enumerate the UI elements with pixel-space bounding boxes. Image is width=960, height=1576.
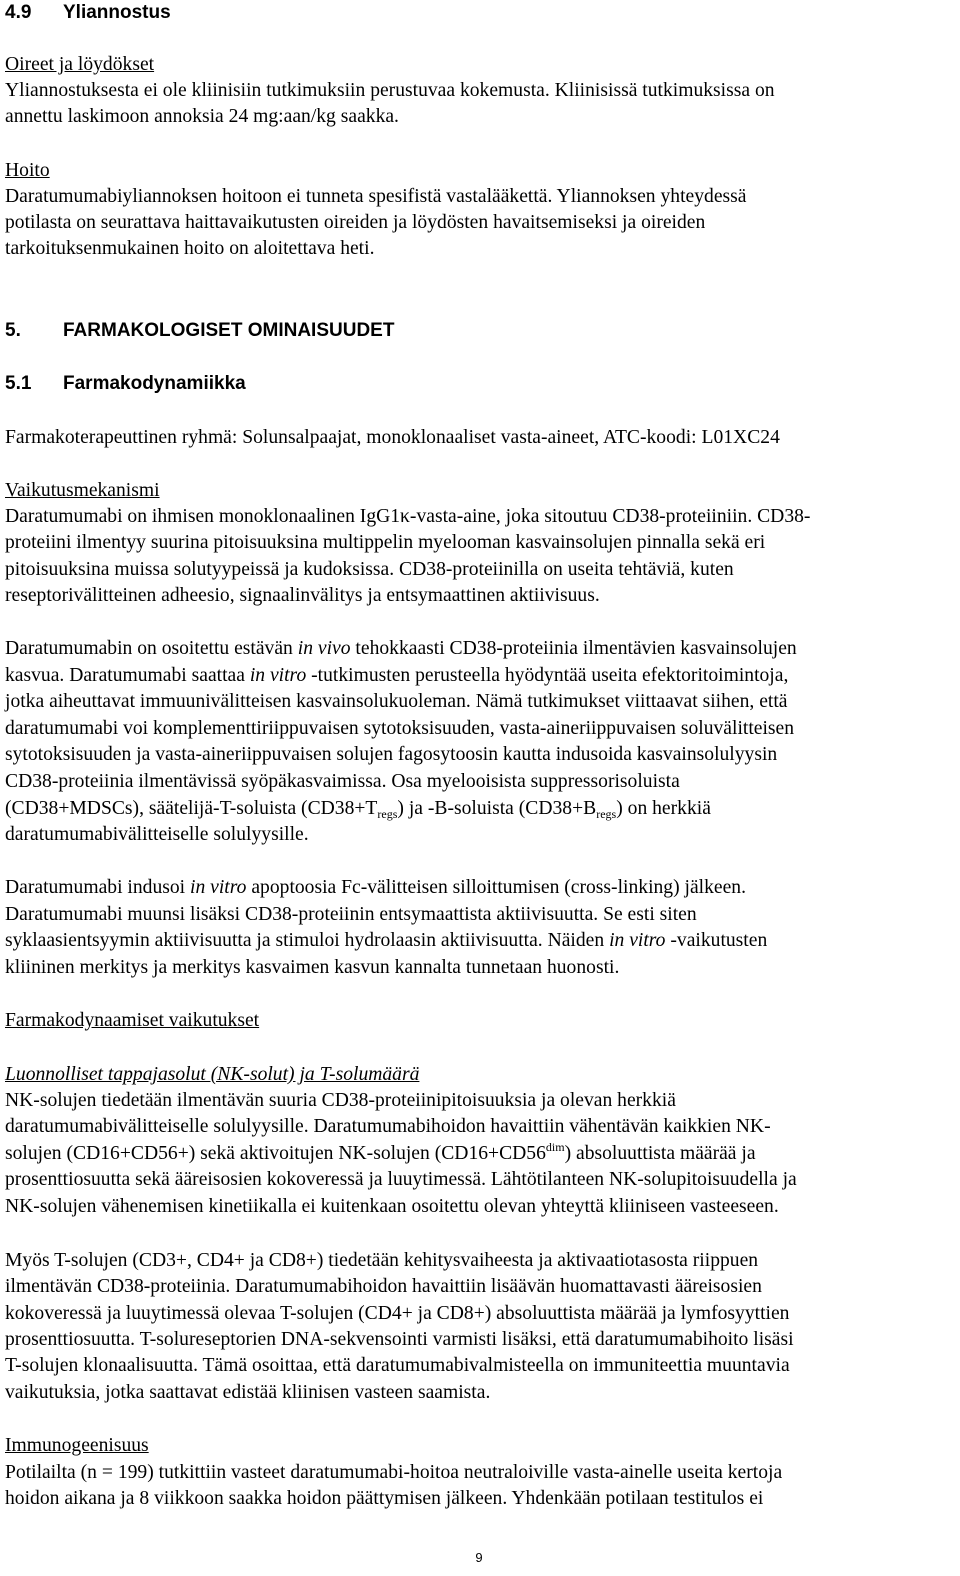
subheading-oireet: Oireet ja löydökset	[5, 54, 155, 75]
text-line: Myös T-solujen (CD3+, CD4+ ja CD8+) tiedetään kehitysvaiheesta ja aktivaatiotasosta riippuen	[5, 1250, 759, 1271]
italic-term: in vitro	[190, 877, 247, 898]
section-5-1-heading	[5, 371, 246, 397]
text-line: Daratumumabi on ihmisen monoklonaalinen IgG1κ-vasta-aine, joka sitoutuu CD38-proteiiniin. CD38-	[5, 506, 811, 527]
text-line: pitoisuuksina muissa solutyypeissä ja kudoksissa. CD38-proteiinilla on useita tehtäviä, kuten	[5, 559, 734, 580]
section-title: Yliannostus	[63, 2, 171, 23]
section-4-9-heading	[5, 0, 171, 26]
text-line: sytotoksisuuden ja vasta-aineriippuvaisen solujen fagosytoosin kautta indusoida kasvainsolulyysin	[5, 744, 778, 765]
text-line: NK-solujen tiedetään ilmentävän suuria CD38-proteiinipitoisuuksia ja olevan herkkiä	[5, 1090, 676, 1111]
text-line: tarkoituksenmukainen hoito on aloitettava heti.	[5, 238, 375, 259]
subscript: regs	[377, 807, 398, 821]
superscript: dim	[545, 1140, 565, 1154]
text-span: kasvua. Daratumumabi saattaa	[5, 665, 250, 686]
text-line	[5, 663, 788, 689]
subheading-farmakodynaamiset: Farmakodynaamiset vaikutukset	[5, 1010, 260, 1031]
atc-line: Farmakoterapeuttinen ryhmä: Solunsalpaajat, monoklonaaliset vasta-aineet, ATC-koodi: L01XC24	[5, 427, 780, 448]
text-span: Daratumumabin on osoitettu estävän	[5, 638, 298, 659]
text-line: kokoveressä ja luuytimessä olevaa T-solujen (CD4+ ja CD8+) absoluuttista määrää ja lymfosyyttien	[5, 1303, 790, 1324]
text-line: Yliannostuksesta ei ole kliinisiin tutkimuksiin perustuvaa kokemusta. Kliinisissä tutkimuksissa on	[5, 80, 775, 101]
subscript: regs	[596, 807, 617, 821]
subheading-immunogeenisuus: Immunogeenisuus	[5, 1435, 149, 1456]
text-line: Daratumumabiyliannoksen hoitoon ei tunneta spesifistä vastalääkettä. Yliannoksen yhteydessä	[5, 186, 747, 207]
text-line	[5, 796, 711, 822]
text-span: -tutkimusten perusteella hyödyntää useita efektoritoimintoja,	[306, 665, 789, 686]
text-line: hoidon aikana ja 8 viikkoon saakka hoidon päättymisen jälkeen. Yhdenkään potilaan testitulos ei	[5, 1488, 764, 1509]
text-line: NK-solujen vähenemisen kinetiikalla ei kuitenkaan osoitettu olevan yhteyttä kliiniseen vasteeseen.	[5, 1196, 779, 1217]
text-line: proteiini ilmentyy suurina pitoisuuksina multippelin myelooman kasvainsolujen pinnalla sekä eri	[5, 532, 766, 553]
subheading-vaikutusmekanismi: Vaikutusmekanismi	[5, 480, 160, 501]
text-line: kliininen merkitys ja merkitys kasvaimen kasvun kannalta tunnetaan huonosti.	[5, 957, 620, 978]
text-line: jotka aiheuttavat immuunivälitteisen kasvainsolukuoleman. Nämä tutkimukset viittaavat siihen, että	[5, 691, 788, 712]
italic-term: in vitro	[609, 930, 666, 951]
text-line	[5, 636, 797, 662]
text-span: -vaikutusten	[665, 930, 768, 951]
text-line: potilasta on seurattava haittavaikutusten oireiden ja löydösten havaitsemiseksi ja oireiden	[5, 212, 706, 233]
section-number: 4.9	[5, 2, 32, 23]
text-span: ) on herkkiä	[616, 798, 711, 819]
page-number: 9	[475, 1550, 483, 1565]
section-title: Farmakodynamiikka	[63, 373, 246, 394]
text-span: apoptoosia Fc-välitteisen silloittumisen (cross-linking) jälkeen.	[246, 877, 746, 898]
italic-term: in vitro	[249, 665, 307, 686]
text-line	[5, 875, 746, 901]
text-line: prosenttiosuutta. T-solureseptorien DNA-sekvensointi varmisti lisäksi, että daratumumabihoito lisäsi	[5, 1329, 794, 1350]
text-line: Potilailta (n = 199) tutkittiin vasteet daratumumabi-hoitoa neutraloiville vasta-ainelle useita kertoja	[5, 1462, 783, 1483]
text-line: Daratumumabi muunsi lisäksi CD38-proteiinin entsymaattista aktiivisuutta. Se esti siten	[5, 904, 697, 925]
section-number: 5.1	[5, 373, 32, 394]
text-line	[5, 1141, 756, 1167]
text-line: CD38-proteiinia ilmentävissä syöpäkasvaimissa. Osa myelooisista suppressorisoluista	[5, 771, 680, 792]
section-number: 5.	[5, 320, 21, 341]
subheading-hoito: Hoito	[5, 160, 50, 181]
text-line: daratumumabivälitteiselle solulyysille. Daratumumabihoidon havaittiin vähentävän kaikkien NK-	[5, 1116, 771, 1137]
text-line: prosenttiosuutta sekä ääreisosien kokoveressä ja luuytimessä. Lähtötilanteen NK-solupitoisuudella ja	[5, 1169, 797, 1190]
text-line: vaikutuksia, jotka saattavat edistää kliinisen vasteen saamista.	[5, 1382, 491, 1403]
text-line: ilmentävän CD38-proteiinia. Daratumumabihoidon havaittiin lisäävän huomattavasti ääreisosien	[5, 1276, 762, 1297]
text-span: Daratumumabi indusoi	[5, 877, 191, 898]
section-5-heading	[5, 318, 394, 344]
subheading-nk-solut: Luonnolliset tappajasolut (NK-solut) ja T-solumäärä	[5, 1064, 420, 1085]
text-line: daratumumabi voi komplementtiriippuvaisen sytotoksisuuden, vasta-aineriippuvaisen soluvälitteisen	[5, 718, 795, 739]
text-line: T-solujen klonaalisuutta. Tämä osoittaa, että daratumumabivalmisteella on immuniteettia muuntavia	[5, 1355, 790, 1376]
text-span: (CD38+MDSCs), säätelijä-T-soluista (CD38+T	[5, 798, 378, 819]
text-span: tehokkaasti CD38-proteiinia ilmentävien kasvainsolujen	[350, 638, 797, 659]
italic-term: in vivo	[297, 638, 351, 659]
text-span: syklaasientsyymin aktiivisuutta ja stimuloi hydrolaasin aktiivisuutta. Näiden	[5, 930, 610, 951]
text-line: annettu laskimoon annoksia 24 mg:aan/kg saakka.	[5, 106, 399, 127]
text-span: ) absoluuttista määrää ja	[564, 1143, 756, 1164]
text-line: reseptorivälitteinen adheesio, signaalinvälitys ja entsymaattinen aktiivisuus.	[5, 585, 600, 606]
section-title: FARMAKOLOGISET OMINAISUUDET	[63, 320, 395, 341]
text-line	[5, 928, 767, 954]
text-span: solujen (CD16+CD56+) sekä aktivoitujen NK-solujen (CD16+CD56	[5, 1143, 546, 1164]
text-span: ) ja -B-soluista (CD38+B	[397, 798, 597, 819]
text-line: daratumumabivälitteiselle solulyysille.	[5, 824, 309, 845]
